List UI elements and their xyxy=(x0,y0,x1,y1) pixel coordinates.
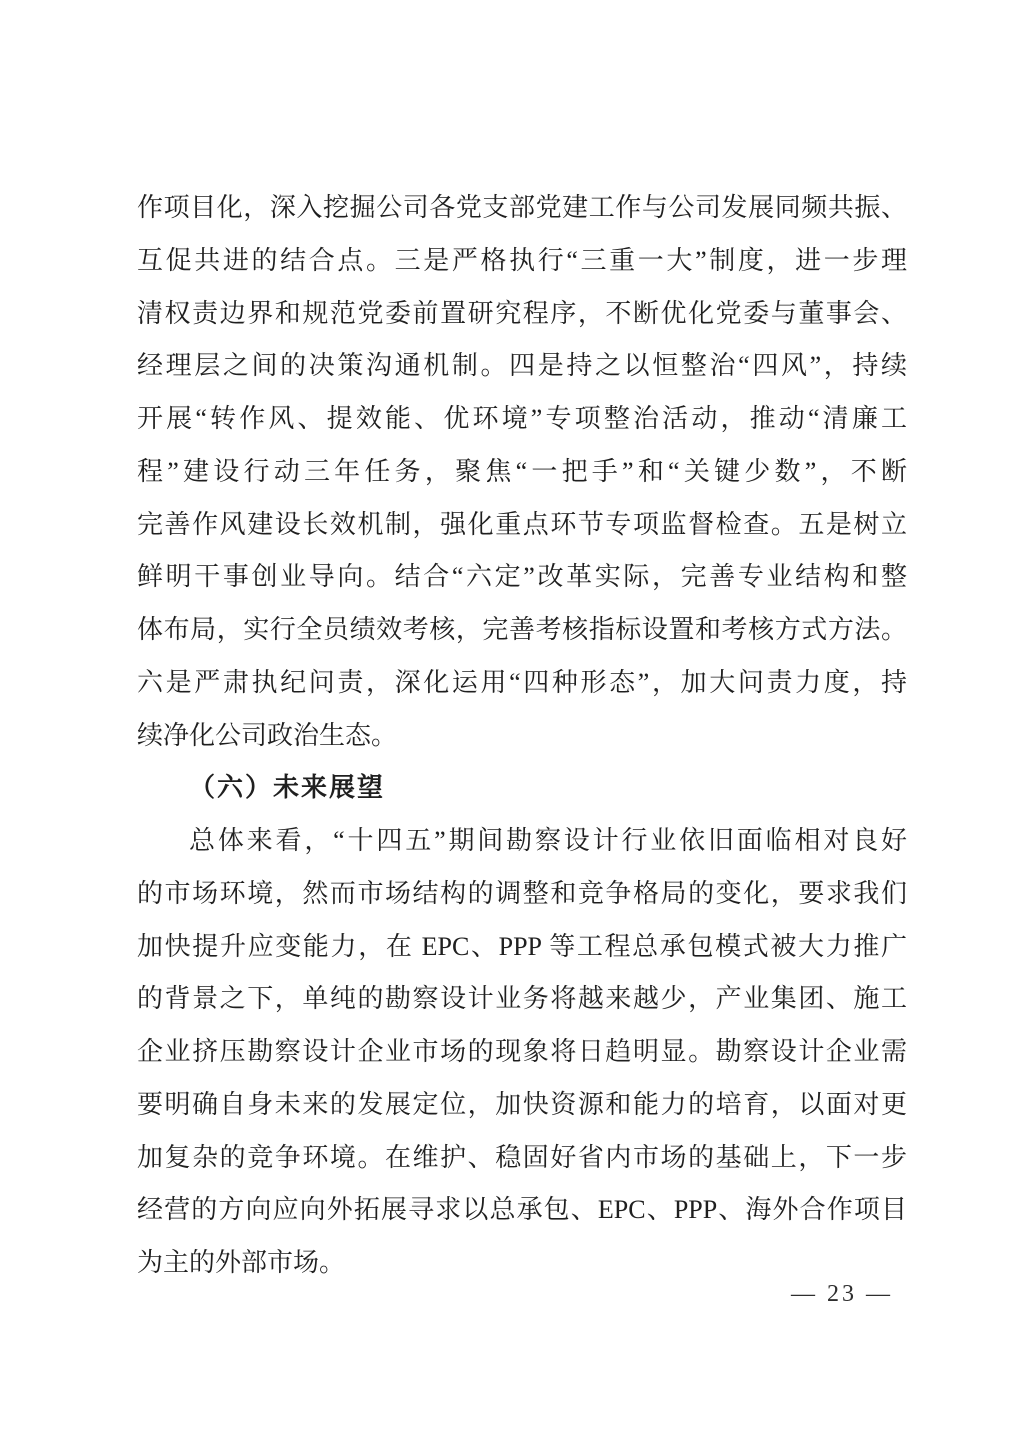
body-line: 为主的外部市场。 xyxy=(137,1248,346,1277)
body-line: 经理层之间的决策沟通机制。四是持之以恒整治“四风”，持续 xyxy=(137,351,907,381)
body-line: 体布局，实行全员绩效考核，完善考核指标设置和考核方式方法。 xyxy=(137,615,907,644)
section-heading: （六）未来展望 xyxy=(189,773,386,803)
body-line: 完善作风建设长效机制，强化重点环节专项监督检查。五是树立 xyxy=(137,509,907,539)
body-line: 互促共进的结合点。三是严格执行“三重一大”制度，进一步理 xyxy=(137,245,907,275)
body-line: 开展“转作风、提效能、优环境”专项整治活动，推动“清廉工 xyxy=(137,404,907,433)
body-line: 加快提升应变能力，在 EPC、PPP 等工程总承包模式被大力推广 xyxy=(137,931,907,961)
body-line: 加复杂的竞争环境。在维护、稳固好省内市场的基础上，下一步 xyxy=(137,1142,907,1172)
body-line: 六是严肃执纪问责，深化运用“四种形态”，加大问责力度，持 xyxy=(137,667,907,697)
body-line: 的市场环境，然而市场结构的调整和竞争格局的变化，要求我们 xyxy=(137,878,907,908)
body-line: 鲜明干事创业导向。结合“六定”改革实际，完善专业结构和整 xyxy=(137,562,907,592)
body-line: 程”建设行动三年任务，聚焦“一把手”和“关键少数”，不断 xyxy=(137,456,907,486)
body-line: 续净化公司政治生态。 xyxy=(137,720,398,750)
body-line: 的背景之下，单纯的勘察设计业务将越来越少，产业集团、施工 xyxy=(137,984,907,1014)
text-block xyxy=(137,182,907,1290)
body-line: 要明确自身未来的发展定位，加快资源和能力的培育，以面对更 xyxy=(137,1089,907,1119)
body-line: 总体来看，“十四五”期间勘察设计行业依旧面临相对良好 xyxy=(189,826,907,855)
page-number: — 23 — xyxy=(791,1281,893,1307)
body-line: 经营的方向应向外拓展寻求以总承包、EPC、PPP、海外合作项目 xyxy=(137,1195,907,1225)
body-line: 作项目化，深入挖掘公司各党支部党建工作与公司发展同频共振、 xyxy=(137,193,907,222)
body-line: 清权责边界和规范党委前置研究程序，不断优化党委与董事会、 xyxy=(137,298,907,328)
body-line: 企业挤压勘察设计企业市场的现象将日趋明显。勘察设计企业需 xyxy=(137,1037,907,1066)
